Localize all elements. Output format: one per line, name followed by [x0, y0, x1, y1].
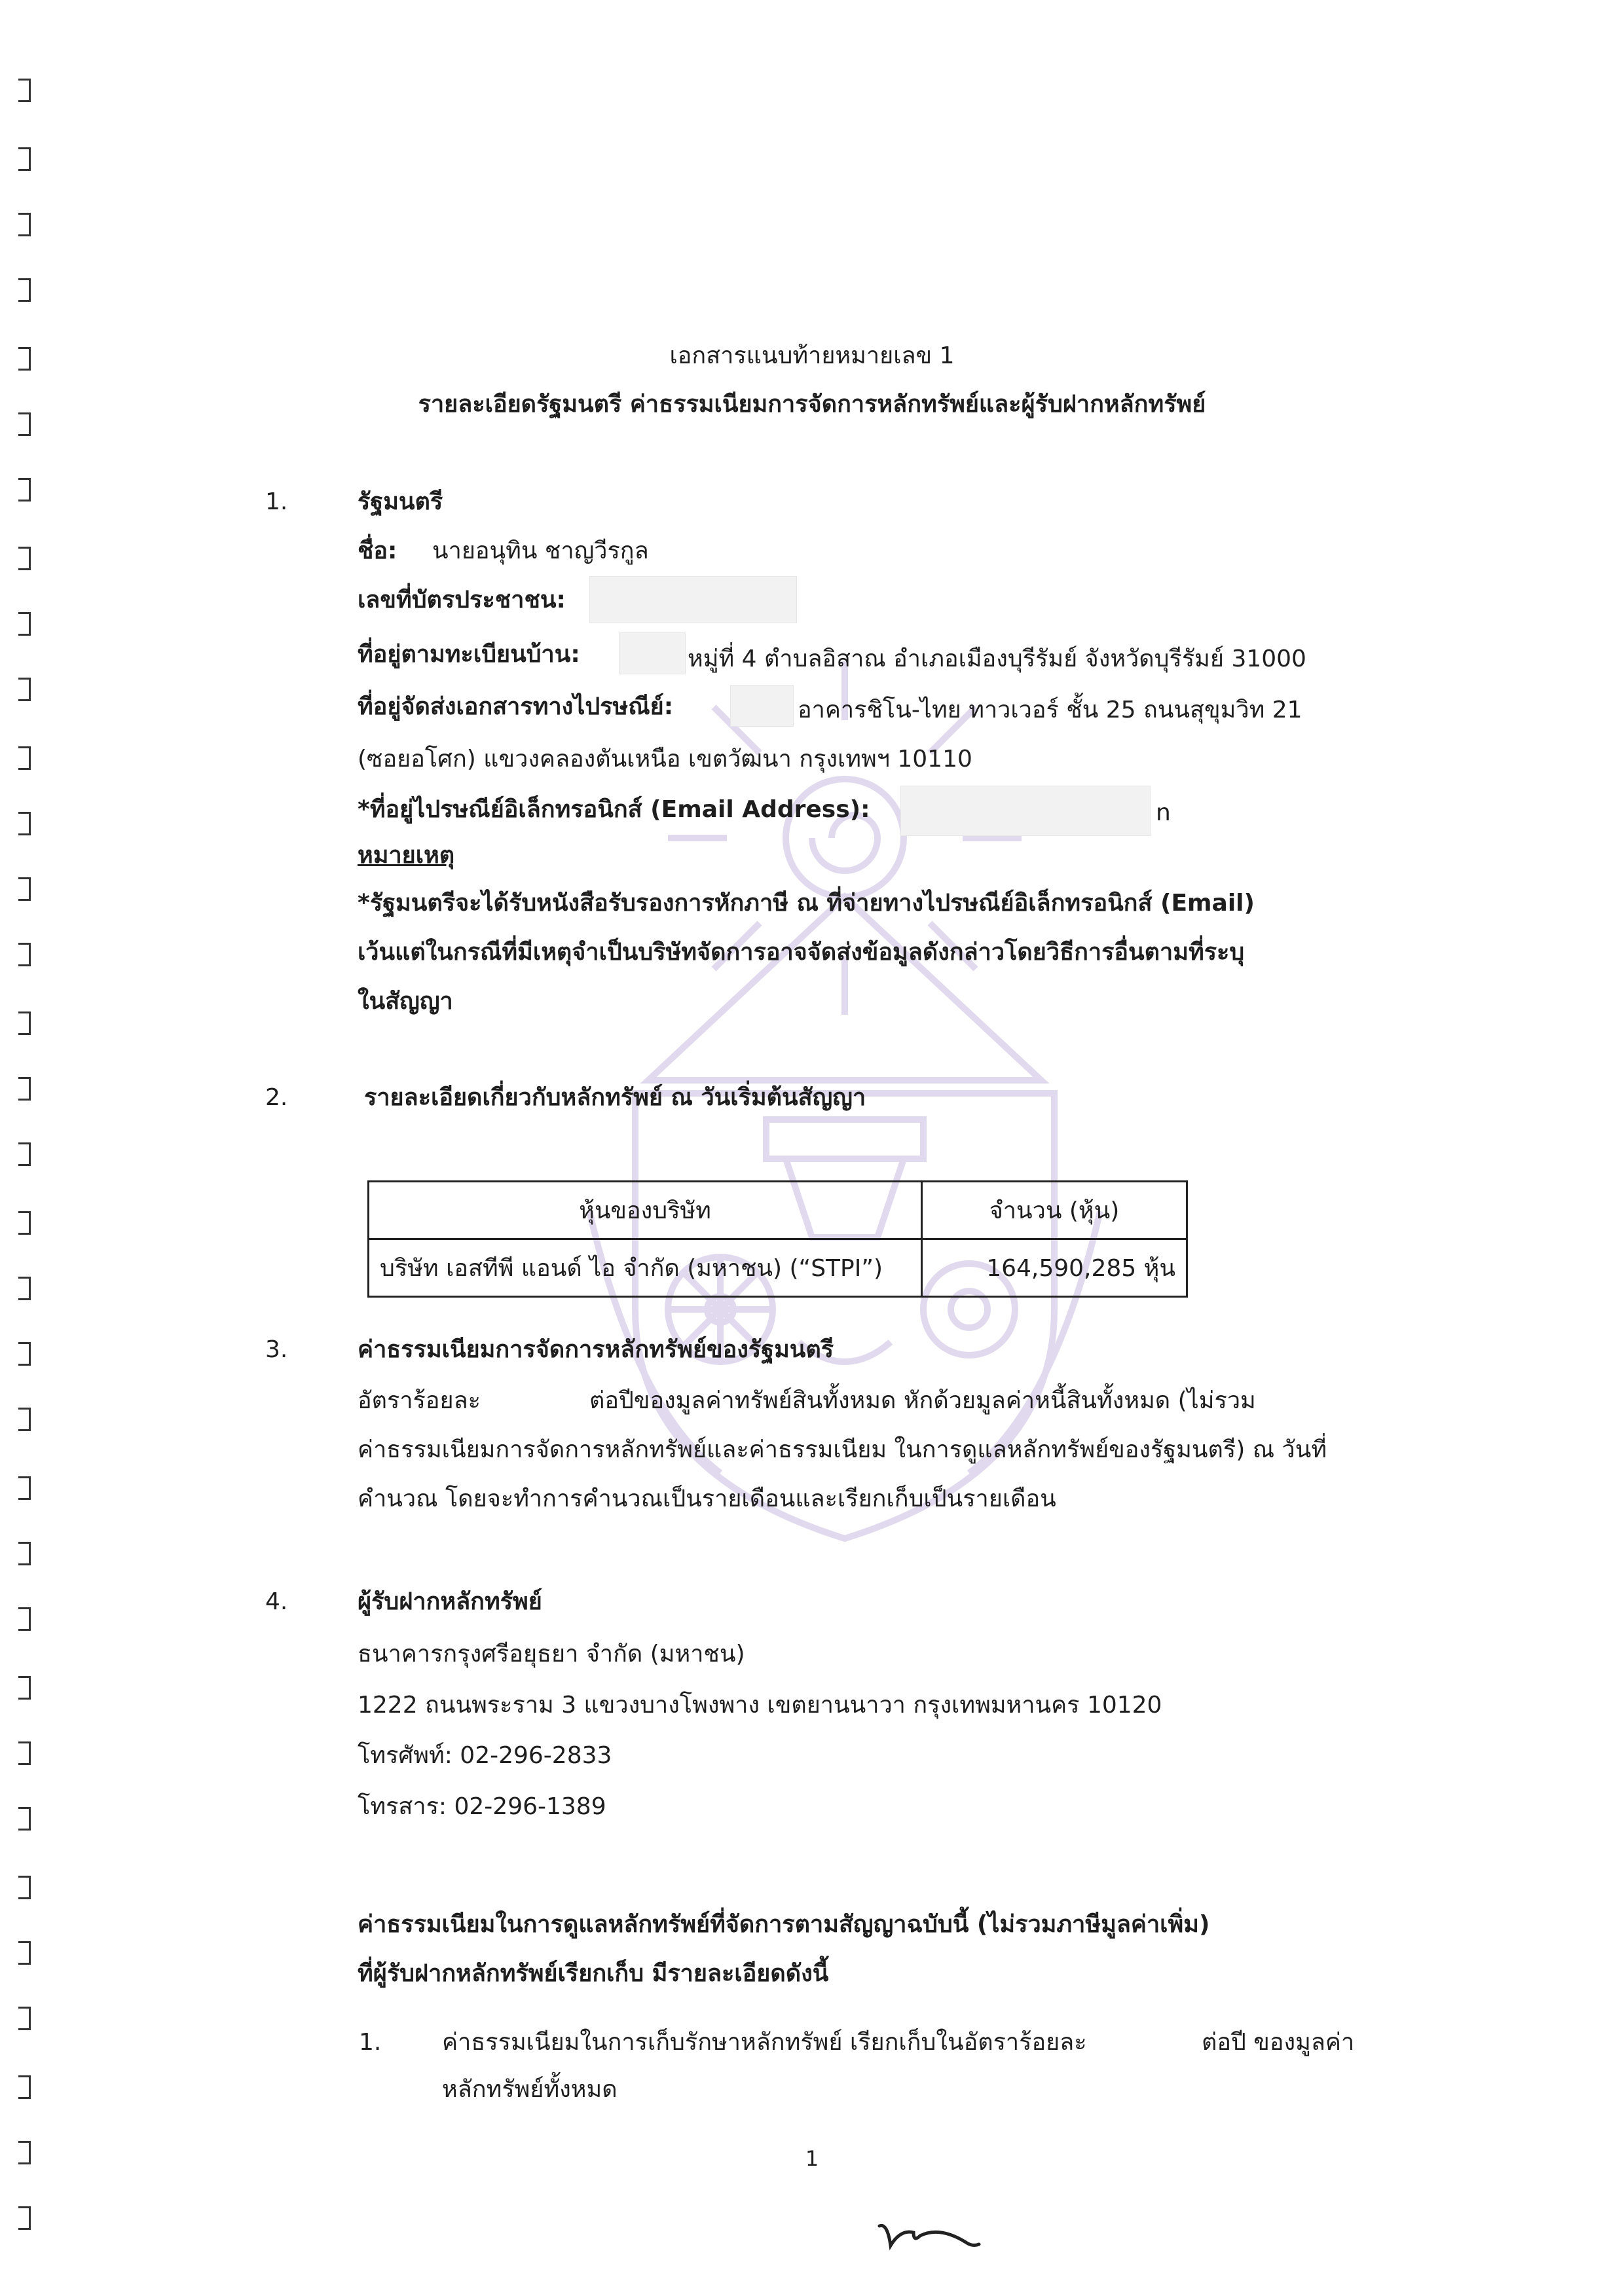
section-4-heading: ผู้รับฝากหลักทรัพย์ [358, 1588, 542, 1615]
table-row [369, 1239, 1187, 1297]
signature-initials [874, 2206, 986, 2265]
table-cell-company: บริษัท เอสทีพี แอนด์ ไอ จำกัด (มหาชน) (“STPI”) [369, 1239, 922, 1297]
page-number: 1 [805, 2146, 819, 2171]
name-label: ชื่อ: [358, 538, 397, 564]
document-subtitle: รายละเอียดรัฐมนตรี ค่าธรรมเนียมการจัดการหลักทรัพย์และผู้รับฝากหลักทรัพย์ [418, 391, 1206, 418]
registered-address-value: หมู่ที่ 4 ตำบลอิสาณ อำเภอเมืองบุรีรัมย์ จังหวัดบุรีรัมย์ 31000 [688, 646, 1306, 672]
fee-item-1-line-2: หลักทรัพย์ทั้งหมด [442, 2076, 618, 2103]
id-card-label: เลขที่บัตรประชาชน: [358, 587, 566, 613]
mailing-address-value: อาคารชิโน-ไทย ทาวเวอร์ ชั้น 25 ถนนสุขุมวิท 21 [798, 697, 1302, 723]
securities-table [367, 1180, 1188, 1298]
redacted-id-number [589, 576, 797, 623]
section-3-number: 3. [265, 1336, 288, 1363]
redacted-mailing-number [730, 685, 794, 727]
fee-item-1-line-1: ค่าธรรมเนียมในการเก็บรักษาหลักทรัพย์ เรียกเก็บในอัตราร้อยละ [442, 2029, 1087, 2056]
note-line-2: เว้นแต่ในกรณีที่มีเหตุจำเป็นบริษัทจัดการอาจจัดส่งข้อมูลดังกล่าวโดยวิธีการอื่นตามที่ระบุ [358, 939, 1245, 966]
registered-address-label: ที่อยู่ตามทะเบียนบ้าน: [358, 641, 580, 668]
table-header-quantity: จำนวน (หุ้น) [922, 1182, 1187, 1239]
fees-heading-line-1: ค่าธรรมเนียมในการดูแลหลักทรัพย์ที่จัดการตามสัญญาฉบับนี้ (ไม่รวมภาษีมูลค่าเพิ่ม) [358, 1911, 1210, 1938]
section-2-number: 2. [265, 1084, 288, 1111]
redacted-email [900, 786, 1151, 836]
redacted-house-number [619, 632, 686, 674]
section-2-heading: รายละเอียดเกี่ยวกับหลักทรัพย์ ณ วันเริ่มต้นสัญญา [364, 1084, 866, 1111]
custodian-phone: โทรศัพท์: 02-296-2833 [358, 1742, 612, 1769]
custodian-fax: โทรสาร: 02-296-1389 [358, 1793, 606, 1820]
section-3-line-1: ต่อปีของมูลค่าทรัพย์สินทั้งหมด หักด้วยมูลค่าหนี้สินทั้งหมด (ไม่รวม [589, 1387, 1256, 1414]
fee-item-1-number: 1. [359, 2029, 382, 2056]
table-cell-quantity: 164,590,285 หุ้น [922, 1239, 1187, 1297]
email-label: *ที่อยู่ไปรษณีย์อิเล็กทรอนิกส์ (Email Address): [358, 796, 870, 823]
fees-heading-line-2: ที่ผู้รับฝากหลักทรัพย์เรียกเก็บ มีรายละเอียดดังนี้ [358, 1960, 829, 1987]
section-3-line-3: คำนวณ โดยจะทำการคำนวณเป็นรายเดือนและเรียกเก็บเป็นรายเดือน [358, 1485, 1056, 1512]
section-3-heading: ค่าธรรมเนียมการจัดการหลักทรัพย์ของรัฐมนตรี [358, 1336, 834, 1363]
email-tail: n [1156, 799, 1171, 826]
document-title: เอกสารแนบท้ายหมายเลข 1 [669, 342, 955, 369]
mailing-address-value-line2: (ซอยอโศก) แขวงคลองตันเหนือ เขตวัฒนา กรุงเทพฯ 10110 [358, 746, 972, 773]
custodian-address: 1222 ถนนพระราม 3 แขวงบางโพงพาง เขตยานนาวา กรุงเทพมหานคร 10120 [358, 1692, 1162, 1719]
note-label: หมายเหตุ [358, 842, 455, 869]
custodian-bank-name: ธนาคารกรุงศรีอยุธยา จำกัด (มหาชน) [358, 1641, 745, 1667]
section-1-number: 1. [265, 488, 288, 515]
fee-item-1-line-1-end: ต่อปี ของมูลค่า [1202, 2029, 1355, 2056]
section-1-heading: รัฐมนตรี [358, 488, 443, 515]
section-3-rate-label: อัตราร้อยละ [358, 1387, 481, 1414]
section-3-line-2: ค่าธรรมเนียมการจัดการหลักทรัพย์และค่าธรรมเนียม ในการดูแลหลักทรัพย์ของรัฐมนตรี) ณ วันที่ [358, 1436, 1327, 1463]
mailing-address-label: ที่อยู่จัดส่งเอกสารทางไปรษณีย์: [358, 693, 674, 720]
section-4-number: 4. [265, 1588, 288, 1615]
name-value: นายอนุทิน ชาญวีรกูล [432, 538, 649, 564]
note-line-3: ในสัญญา [358, 988, 453, 1015]
note-line-1: *รัฐมนตรีจะได้รับหนังสือรับรองการหักภาษี ณ ที่จ่ายทางไปรษณีย์อิเล็กทรอนิกส์ (Email) [358, 890, 1255, 917]
table-header-row [369, 1182, 1187, 1239]
table-header-company: หุ้นของบริษัท [369, 1182, 922, 1239]
